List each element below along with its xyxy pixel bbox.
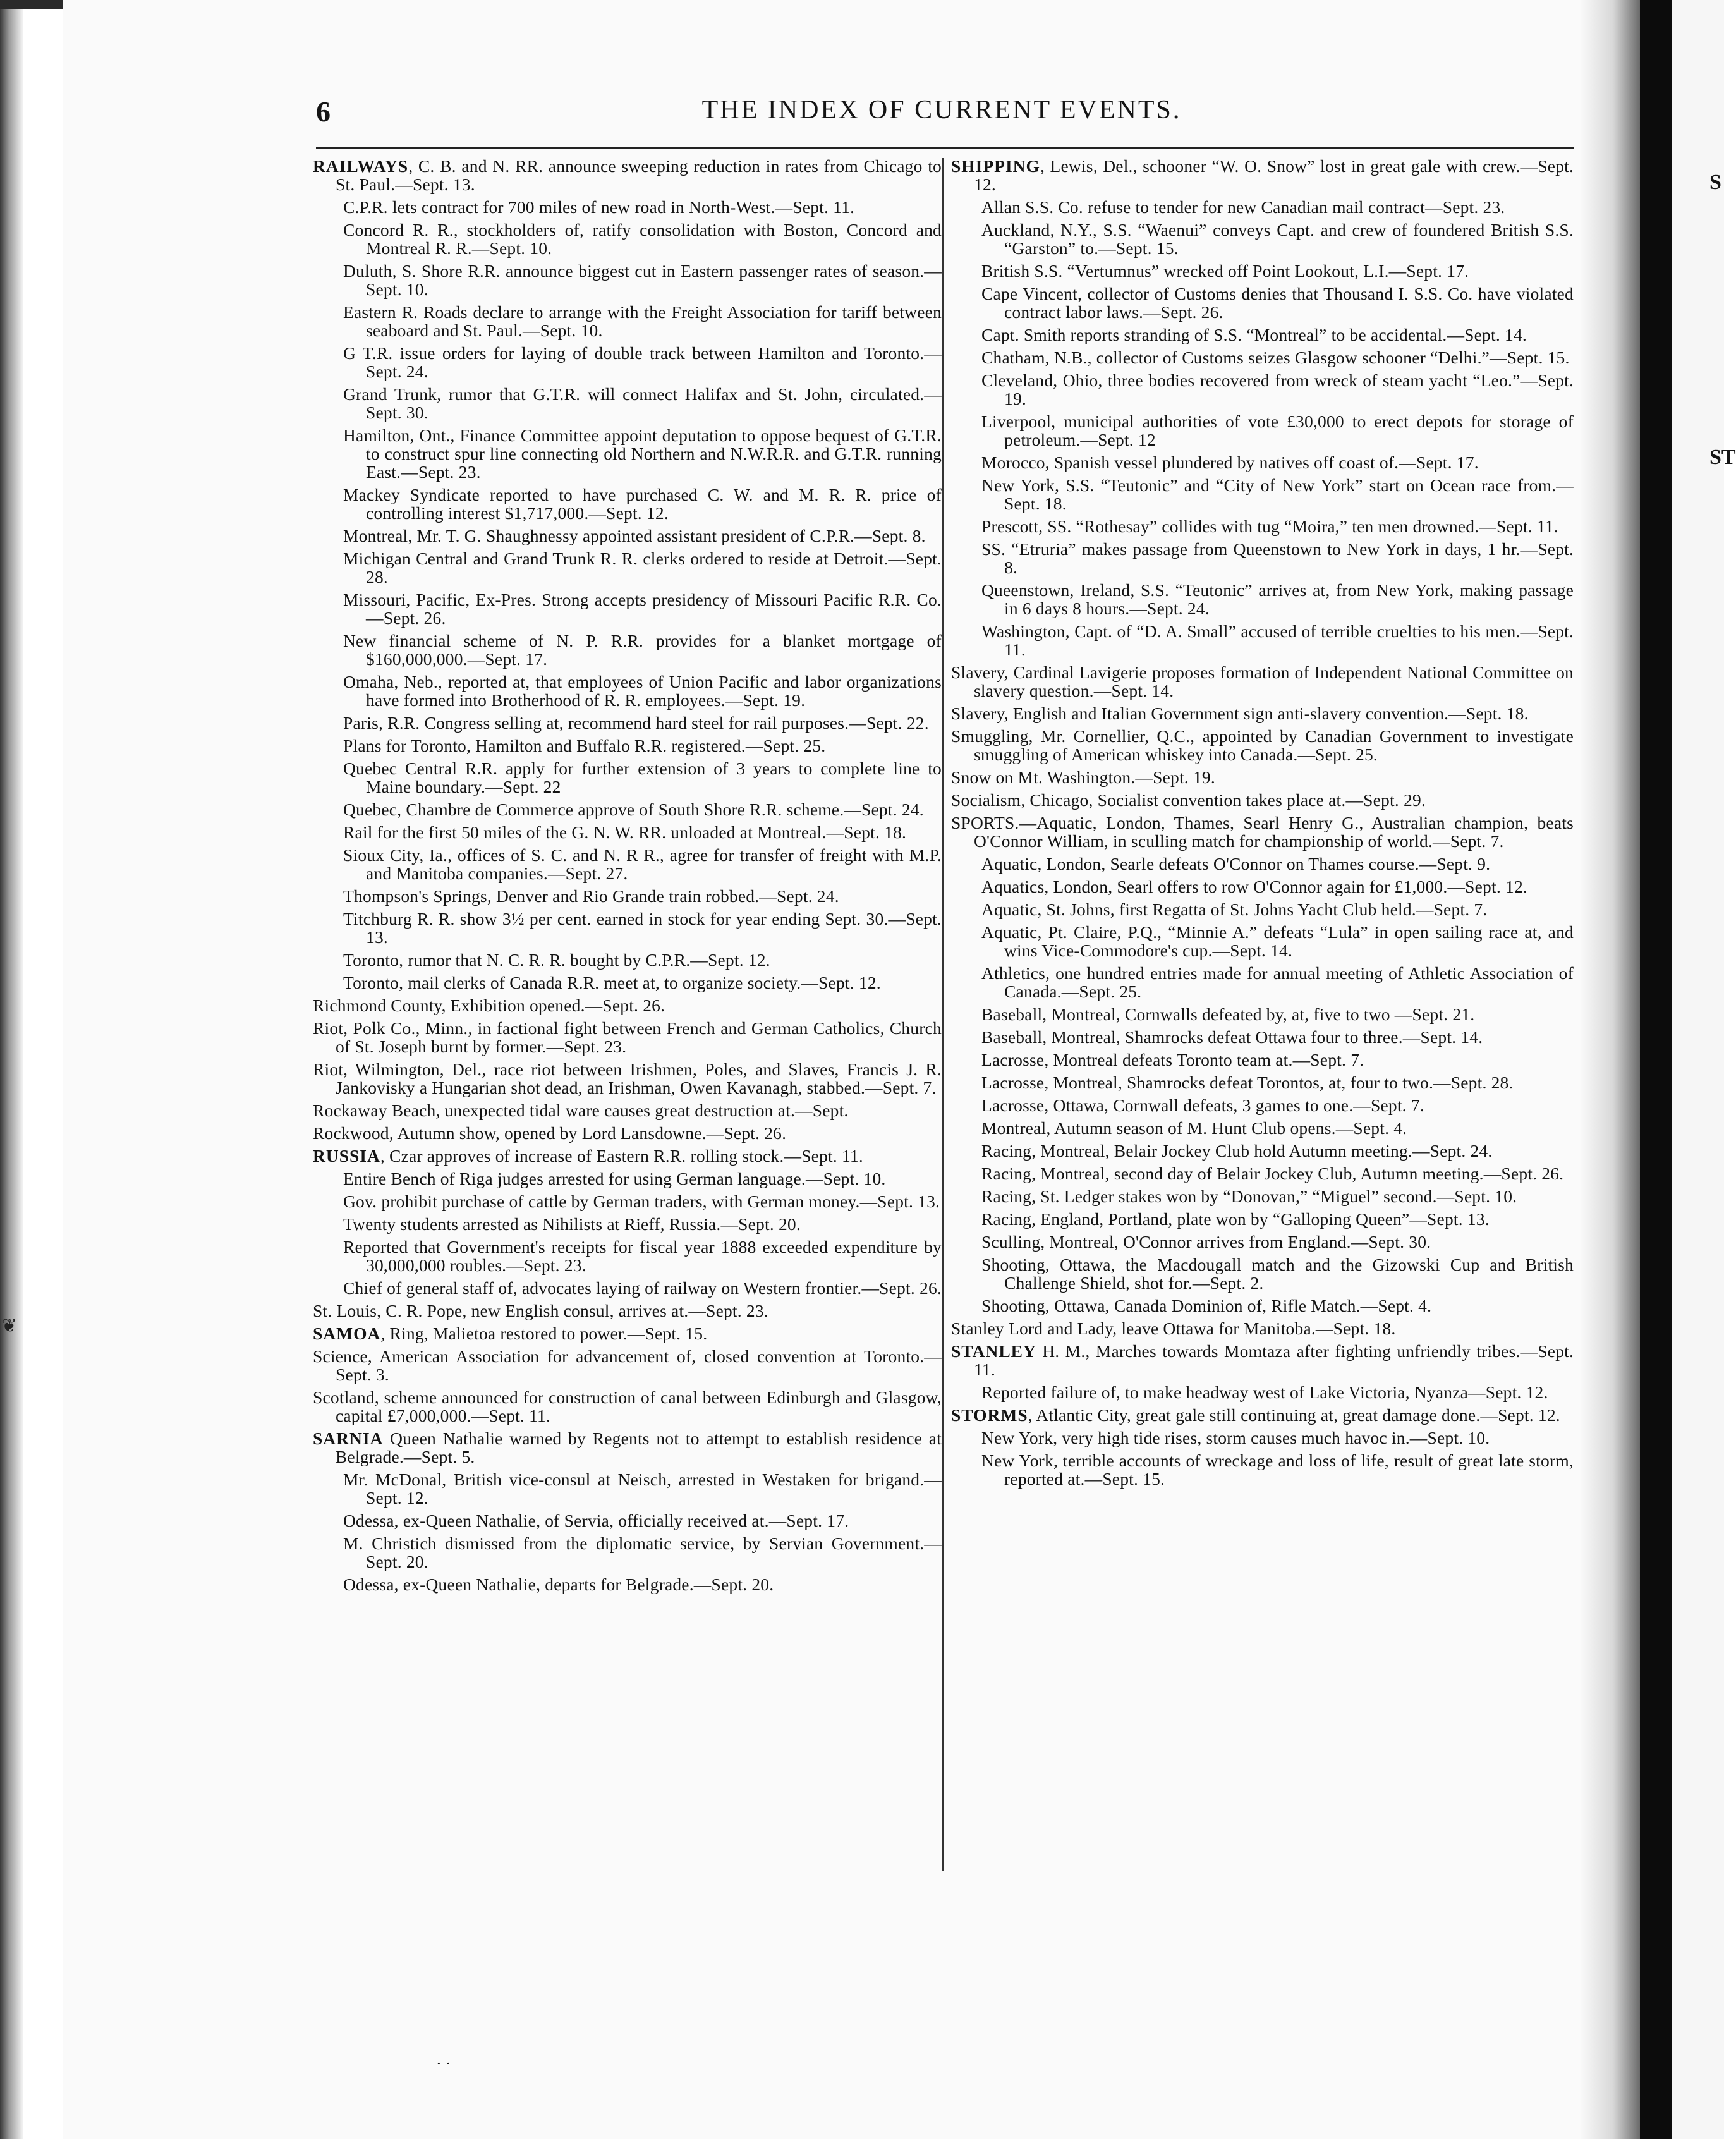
index-sub-entry: C.P.R. lets contract for 700 miles of new road in North-West.—Sept. 11.: [343, 197, 855, 217]
index-heading-entry: SAMOA, Ring, Malietoa restored to power.—Sept. 15.: [313, 1324, 708, 1343]
index-sub-entry: Baseball, Montreal, Cornwalls defeated by, at, five to two —Sept. 21.: [981, 1004, 1475, 1024]
index-sub-entry: Shooting, Ottawa, Canada Dominion of, Rifle Match.—Sept. 4.: [981, 1296, 1432, 1315]
index-sub-entry: Racing, Montreal, second day of Belair Jockey Club, Autumn meeting.—Sept. 26.: [981, 1164, 1564, 1183]
index-sub-entry: Montreal, Autumn season of M. Hunt Club opens.—Sept. 4.: [981, 1118, 1407, 1138]
index-sub-entry: Washington, Capt. of “D. A. Small” accused of terrible cruelties to his men.—Sept. 11.: [981, 621, 1574, 659]
index-sub-entry: Plans for Toronto, Hamilton and Buffalo R.R. registered.—Sept. 25.: [343, 736, 826, 755]
index-heading-entry: STORMS, Atlantic City, great gale still continuing at, great damage done.—Sept. 12.: [951, 1405, 1560, 1425]
next-page-fragment: ST: [1709, 446, 1736, 469]
index-sub-entry: SS. “Etruria” makes passage from Queenstown to New York in days, 1 hr.—Sept. 8.: [981, 539, 1574, 577]
index-sub-entry: Cleveland, Ohio, three bodies recovered from wreck of steam yacht “Leo.”—Sept. 19.: [981, 370, 1574, 408]
index-sub-entry: British S.S. “Vertumnus” wrecked off Point Lookout, L.I.—Sept. 17.: [981, 261, 1469, 281]
index-entry: Slavery, English and Italian Government sign anti-slavery convention.—Sept. 18.: [951, 704, 1529, 723]
index-entry: Riot, Wilmington, Del., race riot between Irishmen, Poles, and Slaves, Francis J. R. Jankovisky a Hungarian shot dead, an Irishman, Owen Kavanagh, stabbed.—Sept. 7.: [313, 1059, 942, 1097]
index-sub-entry: Quebec Central R.R. apply for further extension of 3 years to complete line to Maine boundary.—Sept. 22: [343, 759, 942, 796]
index-sub-entry: Chatham, N.B., collector of Customs seizes Glasgow schooner “Delhi.”—Sept. 15.: [981, 348, 1570, 367]
index-sub-entry: Queenstown, Ireland, S.S. “Teutonic” arrives at, from New York, making passage in 6 days 8 hours.—Sept. 24.: [981, 580, 1574, 618]
index-entry: Science, American Association for advancement of, closed convention at Toronto.—Sept. 3.: [313, 1346, 942, 1384]
next-page-fragment: S: [1709, 171, 1721, 194]
index-sub-entry: Mr. McDonal, British vice-consul at Neisch, arrested in Westaken for brigand.—Sept. 12.: [343, 1470, 942, 1508]
index-sub-entry: Auckland, N.Y., S.S. “Waenui” conveys Capt. and crew of foundered British S.S. “Garston” to.—Sept. 15.: [981, 220, 1574, 258]
column-divider: [942, 158, 944, 1871]
index-sub-entry: Racing, St. Ledger stakes won by “Donovan,” “Miguel” second.—Sept. 10.: [981, 1186, 1517, 1206]
index-heading-entry: RUSSIA, Czar approves of increase of Eastern R.R. rolling stock.—Sept. 11.: [313, 1146, 863, 1166]
index-sub-entry: Racing, England, Portland, plate won by “Galloping Queen”—Sept. 13.: [981, 1209, 1490, 1229]
index-sub-entry: Missouri, Pacific, Ex-Pres. Strong accepts presidency of Missouri Pacific R.R. Co.—Sept. 26.: [343, 590, 942, 628]
index-entry: Slavery, Cardinal Lavigerie proposes formation of Independent National Committee on slavery question.—Sept. 14.: [951, 662, 1574, 700]
index-sub-entry: Racing, Montreal, Belair Jockey Club hold Autumn meeting.—Sept. 24.: [981, 1141, 1493, 1161]
index-sub-entry: G T.R. issue orders for laying of double track between Hamilton and Toronto.—Sept. 24.: [343, 343, 942, 381]
index-sub-entry: Aquatic, Pt. Claire, P.Q., “Minnie A.” defeats “Lula” in open sailing race at, and wins Vice-Commodore's cup.—Sept. 14.: [981, 922, 1574, 960]
index-sub-entry: M. Christich dismissed from the diplomatic service, by Servian Government.—Sept. 20.: [343, 1533, 942, 1571]
index-sub-entry: Aquatic, St. Johns, first Regatta of St. Johns Yacht Club held.—Sept. 7.: [981, 899, 1488, 919]
index-sub-entry: New York, terrible accounts of wreckage and loss of life, result of great late storm, reported at.—Sept. 15.: [981, 1451, 1574, 1489]
index-sub-entry: Morocco, Spanish vessel plundered by natives off coast of.—Sept. 17.: [981, 453, 1479, 472]
index-heading-entry: SHIPPING, Lewis, Del., schooner “W. O. Snow” lost in great gale with crew.—Sept. 12.: [951, 156, 1574, 194]
index-heading-entry: STANLEY H. M., Marches towards Momtaza after fighting unfriendly tribes.—Sept. 11.: [951, 1341, 1574, 1379]
index-sub-entry: Gov. prohibit purchase of cattle by German traders, with German money.—Sept. 13.: [343, 1191, 940, 1211]
index-sub-entry: New financial scheme of N. P. R.R. provides for a blanket mortgage of $160,000,000.—Sept. 17.: [343, 631, 942, 669]
index-sub-entry: Baseball, Montreal, Shamrocks defeat Ottawa four to three.—Sept. 14.: [981, 1027, 1483, 1047]
index-sub-entry: Paris, R.R. Congress selling at, recommend hard steel for rail purposes.—Sept. 22.: [343, 713, 929, 733]
index-sub-entry: New York, very high tide rises, storm causes much havoc in.—Sept. 10.: [981, 1428, 1490, 1447]
index-sub-entry: Athletics, one hundred entries made for annual meeting of Athletic Association of Canada.—Sept. 25.: [981, 963, 1574, 1001]
index-sub-entry: Rail for the first 50 miles of the G. N. W. RR. unloaded at Montreal.—Sept. 18.: [343, 822, 907, 842]
gutter-shadow: [1580, 0, 1640, 2139]
index-sub-entry: Lacrosse, Montreal, Shamrocks defeat Torontos, at, four to two.—Sept. 28.: [981, 1073, 1514, 1092]
index-entry: Smuggling, Mr. Cornellier, Q.C., appointed by Canadian Government to investigate smuggling of American whiskey into Canada.—Sept. 25.: [951, 726, 1574, 764]
index-entry: Scotland, scheme announced for construction of canal between Edinburgh and Glasgow, capital £7,000,000.—Sept. 11.: [313, 1387, 942, 1425]
index-sub-entry: Chief of general staff of, advocates laying of railway on Western frontier.—Sept. 26.: [343, 1278, 942, 1298]
index-entry: Rockaway Beach, unexpected tidal ware causes great destruction at.—Sept.: [313, 1100, 849, 1120]
header-rule: [316, 147, 1574, 149]
index-sub-entry: Sculling, Montreal, O'Connor arrives from England.—Sept. 30.: [981, 1232, 1431, 1252]
index-sub-entry: Twenty students arrested as Nihilists at Rieff, Russia.—Sept. 20.: [343, 1214, 801, 1234]
index-entry: Riot, Polk Co., Minn., in factional fight between French and German Catholics, Church of St. Joseph burnt by former.—Sept. 23.: [313, 1018, 942, 1056]
index-sub-entry: Duluth, S. Shore R.R. announce biggest cut in Eastern passenger rates of season.—Sept. 10.: [343, 261, 942, 299]
index-sub-entry: Entire Bench of Riga judges arrested for using German language.—Sept. 10.: [343, 1169, 886, 1188]
index-sub-entry: Shooting, Ottawa, the Macdougall match and the Gizowski Cup and British Challenge Shield, shot for.—Sept. 2.: [981, 1255, 1574, 1293]
index-sub-entry: Lacrosse, Montreal defeats Toronto team at.—Sept. 7.: [981, 1050, 1364, 1070]
margin-mark: ❦: [1, 1315, 18, 1336]
index-sub-entry: Cape Vincent, collector of Customs denies that Thousand I. S.S. Co. have violated contract labor laws.—Sept. 26.: [981, 284, 1574, 322]
index-entry: Snow on Mt. Washington.—Sept. 19.: [951, 767, 1215, 787]
index-entry: Rockwood, Autumn show, opened by Lord Lansdowne.—Sept. 26.: [313, 1123, 787, 1143]
left-column: [313, 157, 942, 1598]
index-sub-entry: Allan S.S. Co. refuse to tender for new Canadian mail contract—Sept. 23.: [981, 197, 1505, 217]
index-entry: Richmond County, Exhibition opened.—Sept. 26.: [313, 996, 665, 1015]
page-header: [316, 95, 1567, 133]
index-sub-entry: Concord R. R., stockholders of, ratify consolidation with Boston, Concord and Montreal R. R.—Sept. 10.: [343, 220, 942, 258]
index-sub-entry: Odessa, ex-Queen Nathalie, departs for Belgrade.—Sept. 20.: [343, 1575, 774, 1594]
index-sub-entry: Aquatic, London, Searle defeats O'Connor on Thames course.—Sept. 9.: [981, 854, 1491, 874]
index-sub-entry: Lacrosse, Ottawa, Cornwall defeats, 3 games to one.—Sept. 7.: [981, 1095, 1424, 1115]
index-heading-entry: SARNIA Queen Nathalie warned by Regents not to attempt to establish residence at Belgrade.—Sept. 5.: [313, 1429, 942, 1466]
next-page-edge: [1672, 0, 1736, 2139]
index-sub-entry: Eastern R. Roads declare to arrange with the Freight Association for tariff between seaboard and St. Paul.—Sept. 10.: [343, 302, 942, 340]
index-heading-entry: SPORTS.—Aquatic, London, Thames, Searl Henry G., Australian champion, beats O'Connor William, in sculling match for championship of world.—Sept. 7.: [951, 813, 1574, 851]
index-sub-entry: Titchburg R. R. show 3½ per cent. earned in stock for year ending Sept. 30.—Sept. 13.: [343, 909, 942, 947]
page-number: 6: [316, 95, 331, 128]
right-column: [951, 157, 1574, 1492]
index-sub-entry: Odessa, ex-Queen Nathalie, of Servia, officially received at.—Sept. 17.: [343, 1511, 849, 1530]
index-sub-entry: Grand Trunk, rumor that G.T.R. will connect Halifax and St. John, circulated.—Sept. 30.: [343, 384, 942, 422]
index-sub-entry: Toronto, rumor that N. C. R. R. bought by C.P.R.—Sept. 12.: [343, 950, 770, 970]
index-sub-entry: Prescott, SS. “Rothesay” collides with tug “Moira,” ten men drowned.—Sept. 11.: [981, 516, 1558, 536]
index-sub-entry: Omaha, Neb., reported at, that employees of Union Pacific and labor organizations have formed into Brotherhood of R. R. employees.—Sept. 19.: [343, 672, 942, 710]
index-sub-entry: Aquatics, London, Searl offers to row O'Connor again for £1,000.—Sept. 12.: [981, 877, 1527, 896]
index-sub-entry: Capt. Smith reports stranding of S.S. “Montreal” to be accidental.—Sept. 14.: [981, 325, 1527, 344]
index-sub-entry: Quebec, Chambre de Commerce approve of South Shore R.R. scheme.—Sept. 24.: [343, 800, 924, 819]
index-entry: Stanley Lord and Lady, leave Ottawa for Manitoba.—Sept. 18.: [951, 1319, 1396, 1338]
index-sub-entry: Montreal, Mr. T. G. Shaughnessy appointed assistant president of C.P.R.—Sept. 8.: [343, 526, 926, 545]
index-sub-entry: New York, S.S. “Teutonic” and “City of New York” start on Ocean race from.—Sept. 18.: [981, 475, 1574, 513]
index-sub-entry: Mackey Syndicate reported to have purchased C. W. and M. R. R. price of controlling interest $1,717,000.—Sept. 12.: [343, 485, 942, 523]
index-sub-entry: Reported failure of, to make headway west of Lake Victoria, Nyanza—Sept. 12.: [981, 1382, 1548, 1402]
index-entry: St. Louis, C. R. Pope, new English consul, arrives at.—Sept. 23.: [313, 1301, 768, 1320]
index-sub-entry: Toronto, mail clerks of Canada R.R. meet at, to organize society.—Sept. 12.: [343, 973, 881, 992]
page-edge-shadow: [0, 9, 23, 2139]
index-sub-entry: Thompson's Springs, Denver and Rio Grande train robbed.—Sept. 24.: [343, 886, 839, 906]
index-heading-entry: RAILWAYS, C. B. and N. RR. announce sweeping reduction in rates from Chicago to St. Paul.—Sept. 13.: [313, 156, 942, 194]
index-sub-entry: Liverpool, municipal authorities of vote £30,000 to erect depots for storage of petroleum.—Sept. 12: [981, 411, 1574, 449]
index-sub-entry: Hamilton, Ont., Finance Committee appoint deputation to oppose bequest of G.T.R. to construct spur line connecting old Northern and N.W.R.R. and G.T.R. running East.—Sept. 23.: [343, 425, 942, 482]
index-entry: Socialism, Chicago, Socialist convention takes place at.—Sept. 29.: [951, 790, 1426, 810]
page-speck: · ·: [436, 2054, 451, 2073]
index-sub-entry: Michigan Central and Grand Trunk R. R. clerks ordered to reside at Detroit.—Sept. 28.: [343, 549, 942, 587]
index-sub-entry: Sioux City, Ia., offices of S. C. and N. R R., agree for transfer of freight with M.P. and Manitoba companies.—Sept. 27.: [343, 845, 942, 883]
book-binding: [1640, 0, 1672, 2139]
index-sub-entry: Reported that Government's receipts for fiscal year 1888 exceeded expenditure by 30,000,000 roubles.—Sept. 23.: [343, 1237, 942, 1275]
running-title: THE INDEX OF CURRENT EVENTS.: [701, 95, 1182, 125]
